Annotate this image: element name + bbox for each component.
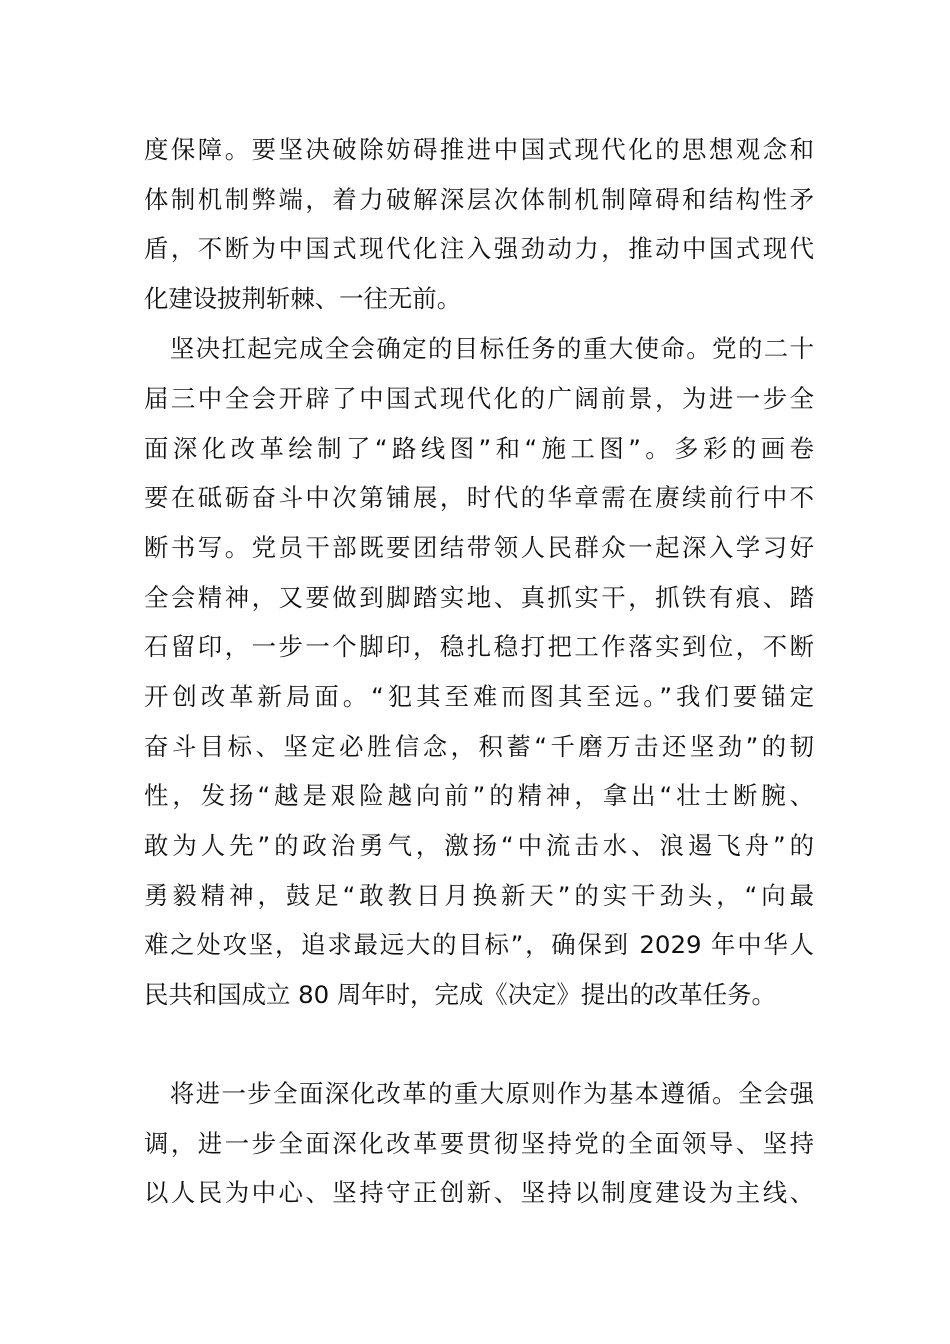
paragraph-3-line-2: 调，进一步全面深化改革要贯彻坚持党的全面领导、坚持 — [144, 1129, 814, 1158]
paragraph-2-line-7: 石留印，一步一个脚印，稳扎稳打把工作落实到位，不断 — [144, 632, 814, 661]
paragraph-2-line-9: 奋斗目标、坚定必胜信念，积蓄“千磨万击还坚劲”的韧 — [144, 732, 814, 761]
paragraph-3-line-1: 将进一步全面深化改革的重大原则作为基本遵循。全会强 — [144, 1079, 814, 1108]
paragraph-2-line-6: 全会精神，又要做到脚踏实地、真抓实干，抓铁有痕、踏 — [144, 583, 814, 612]
paragraph-2-line-12: 勇毅精神，鼓足“敢教日月换新天”的实干劲头，“向最 — [144, 881, 814, 910]
paragraph-1-line-2: 体制机制弊端，着力破解深层次体制机制障碍和结构性矛 — [144, 185, 814, 214]
paragraph-2-line-3: 面深化改革绘制了“路线图”和“施工图”。多彩的画卷 — [144, 434, 814, 463]
paragraph-2-line-5: 断书写。党员干部既要团结带领人民群众一起深入学习好 — [144, 533, 814, 562]
paragraph-2-line-14: 民共和国成立 80 周年时，完成《决定》提出的改革任务。 — [144, 980, 776, 1009]
paragraph-2-line-4: 要在砥砺奋斗中次第铺展，时代的华章需在赓续前行中不 — [144, 483, 814, 512]
paragraph-2-line-10: 性，发扬“越是艰险越向前”的精神，拿出“壮士断腕、 — [144, 781, 814, 810]
paragraph-2-line-2: 届三中全会开辟了中国式现代化的广阔前景，为进一步全 — [144, 384, 814, 413]
paragraph-2-line-8: 开创改革新局面。“犯其至难而图其至远。”我们要锚定 — [144, 682, 814, 711]
paragraph-1-line-4: 化建设披荆斩棘、一往无前。 — [144, 284, 462, 313]
paragraph-2-line-13: 难之处攻坚，追求最远大的目标”，确保到 2029 年中华人 — [144, 930, 814, 959]
paragraph-2-line-11: 敢为人先”的政治勇气，激扬“中流击水、浪遏飞舟”的 — [144, 831, 814, 860]
paragraph-1-line-1: 度保障。要坚决破除妨碍推进中国式现代化的思想观念和 — [144, 135, 814, 164]
paragraph-3-line-3: 以人民为中心、坚持守正创新、坚持以制度建设为主线、 — [144, 1178, 814, 1207]
paragraph-2-line-1: 坚决扛起完成全会确定的目标任务的重大使命。党的二十 — [144, 334, 814, 363]
paragraph-1-line-3: 盾，不断为中国式现代化注入强劲动力，推动中国式现代 — [144, 234, 814, 263]
